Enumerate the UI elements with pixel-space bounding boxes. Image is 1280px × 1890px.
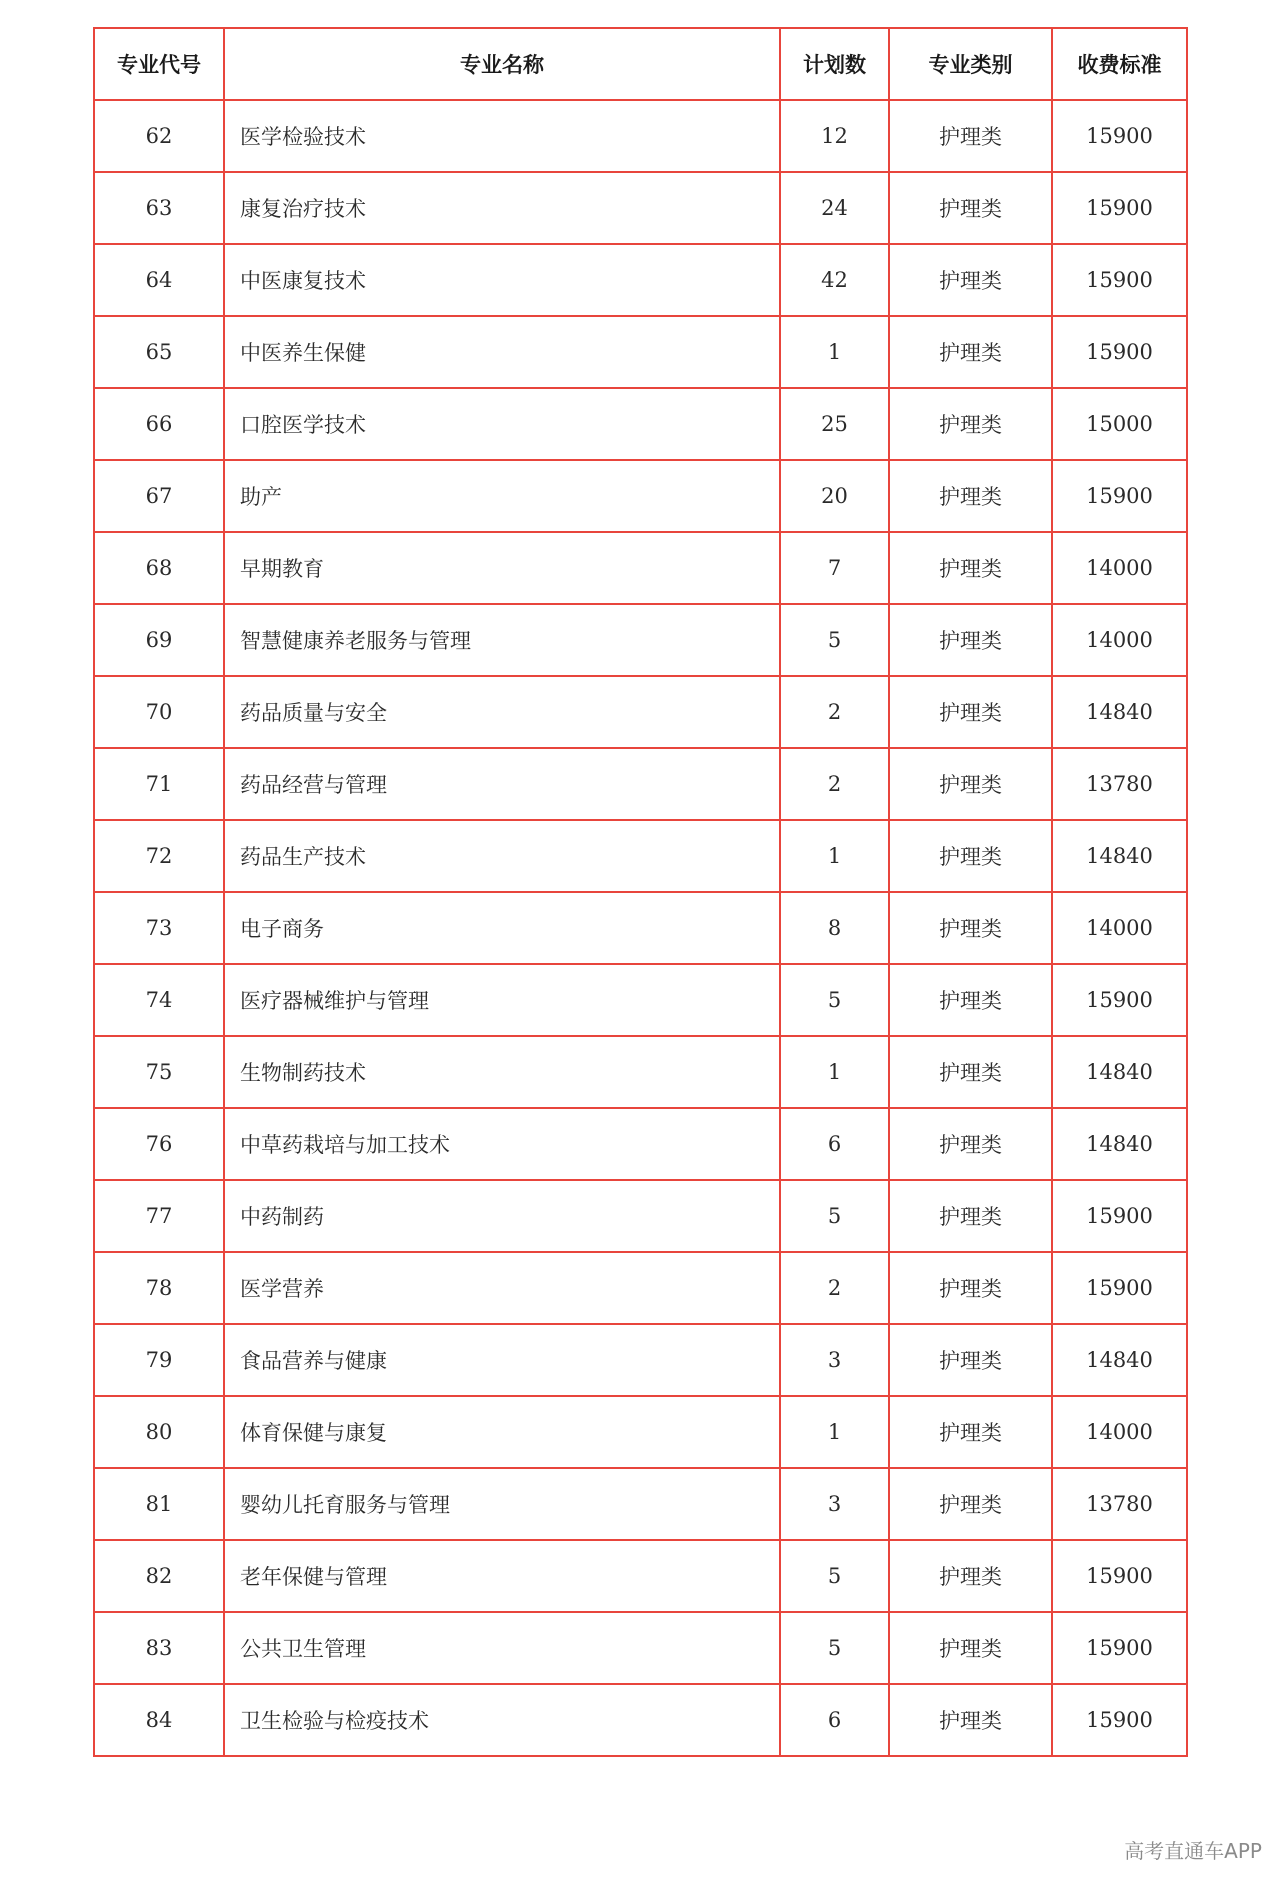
header-name: 专业名称 xyxy=(224,28,780,100)
cell-plan: 7 xyxy=(780,532,889,604)
cell-code: 76 xyxy=(94,1108,224,1180)
cell-fee: 15900 xyxy=(1052,316,1187,388)
cell-plan: 5 xyxy=(780,1540,889,1612)
cell-fee: 14000 xyxy=(1052,532,1187,604)
cell-name: 生物制药技术 xyxy=(224,1036,780,1108)
cell-fee: 15900 xyxy=(1052,1612,1187,1684)
table-row xyxy=(94,1180,1187,1252)
table-row xyxy=(94,1252,1187,1324)
cell-code: 77 xyxy=(94,1180,224,1252)
table-row xyxy=(94,892,1187,964)
cell-fee: 15900 xyxy=(1052,244,1187,316)
cell-category: 护理类 xyxy=(889,676,1052,748)
table-row xyxy=(94,244,1187,316)
cell-code: 70 xyxy=(94,676,224,748)
major-table-container xyxy=(93,27,1186,1757)
table-row xyxy=(94,460,1187,532)
cell-plan: 1 xyxy=(780,1396,889,1468)
cell-name: 智慧健康养老服务与管理 xyxy=(224,604,780,676)
cell-category: 护理类 xyxy=(889,244,1052,316)
cell-code: 74 xyxy=(94,964,224,1036)
cell-plan: 1 xyxy=(780,820,889,892)
cell-fee: 15900 xyxy=(1052,1540,1187,1612)
cell-name: 助产 xyxy=(224,460,780,532)
cell-name: 药品质量与安全 xyxy=(224,676,780,748)
cell-fee: 14840 xyxy=(1052,1108,1187,1180)
cell-code: 78 xyxy=(94,1252,224,1324)
header-row xyxy=(94,28,1187,100)
cell-category: 护理类 xyxy=(889,1684,1052,1756)
cell-code: 79 xyxy=(94,1324,224,1396)
cell-code: 66 xyxy=(94,388,224,460)
table-row xyxy=(94,1108,1187,1180)
table-row xyxy=(94,1396,1187,1468)
cell-plan: 20 xyxy=(780,460,889,532)
cell-name: 康复治疗技术 xyxy=(224,172,780,244)
cell-plan: 5 xyxy=(780,1180,889,1252)
table-row xyxy=(94,1036,1187,1108)
cell-category: 护理类 xyxy=(889,892,1052,964)
cell-category: 护理类 xyxy=(889,532,1052,604)
cell-name: 早期教育 xyxy=(224,532,780,604)
cell-plan: 3 xyxy=(780,1324,889,1396)
cell-fee: 15900 xyxy=(1052,1684,1187,1756)
cell-category: 护理类 xyxy=(889,1108,1052,1180)
cell-name: 中医养生保健 xyxy=(224,316,780,388)
cell-plan: 24 xyxy=(780,172,889,244)
cell-fee: 14840 xyxy=(1052,1324,1187,1396)
cell-code: 73 xyxy=(94,892,224,964)
header-plan: 计划数 xyxy=(780,28,889,100)
cell-fee: 14840 xyxy=(1052,676,1187,748)
cell-code: 72 xyxy=(94,820,224,892)
cell-code: 69 xyxy=(94,604,224,676)
cell-name: 电子商务 xyxy=(224,892,780,964)
cell-code: 83 xyxy=(94,1612,224,1684)
cell-name: 医学营养 xyxy=(224,1252,780,1324)
cell-category: 护理类 xyxy=(889,604,1052,676)
table-row xyxy=(94,964,1187,1036)
cell-plan: 1 xyxy=(780,316,889,388)
table-row xyxy=(94,532,1187,604)
cell-fee: 15900 xyxy=(1052,1252,1187,1324)
cell-category: 护理类 xyxy=(889,316,1052,388)
cell-name: 口腔医学技术 xyxy=(224,388,780,460)
cell-plan: 1 xyxy=(780,1036,889,1108)
cell-fee: 15900 xyxy=(1052,1180,1187,1252)
cell-category: 护理类 xyxy=(889,1180,1052,1252)
cell-code: 71 xyxy=(94,748,224,820)
cell-name: 卫生检验与检疫技术 xyxy=(224,1684,780,1756)
cell-code: 84 xyxy=(94,1684,224,1756)
cell-category: 护理类 xyxy=(889,172,1052,244)
cell-plan: 2 xyxy=(780,676,889,748)
table-row xyxy=(94,100,1187,172)
header-fee: 收费标准 xyxy=(1052,28,1187,100)
table-row xyxy=(94,748,1187,820)
cell-category: 护理类 xyxy=(889,1324,1052,1396)
cell-plan: 5 xyxy=(780,964,889,1036)
table-row xyxy=(94,388,1187,460)
table-row xyxy=(94,1540,1187,1612)
cell-category: 护理类 xyxy=(889,1468,1052,1540)
cell-fee: 14840 xyxy=(1052,820,1187,892)
cell-code: 82 xyxy=(94,1540,224,1612)
cell-plan: 6 xyxy=(780,1684,889,1756)
cell-name: 公共卫生管理 xyxy=(224,1612,780,1684)
cell-category: 护理类 xyxy=(889,460,1052,532)
cell-fee: 14000 xyxy=(1052,604,1187,676)
major-table xyxy=(93,27,1188,1757)
table-row xyxy=(94,1324,1187,1396)
cell-category: 护理类 xyxy=(889,1612,1052,1684)
cell-name: 中草药栽培与加工技术 xyxy=(224,1108,780,1180)
header-code: 专业代号 xyxy=(94,28,224,100)
cell-category: 护理类 xyxy=(889,388,1052,460)
cell-fee: 15000 xyxy=(1052,388,1187,460)
table-header xyxy=(94,28,1187,100)
table-row xyxy=(94,1684,1187,1756)
cell-fee: 14000 xyxy=(1052,892,1187,964)
cell-category: 护理类 xyxy=(889,1396,1052,1468)
cell-code: 62 xyxy=(94,100,224,172)
cell-plan: 2 xyxy=(780,1252,889,1324)
cell-fee: 14840 xyxy=(1052,1036,1187,1108)
table-row xyxy=(94,604,1187,676)
cell-code: 75 xyxy=(94,1036,224,1108)
cell-name: 食品营养与健康 xyxy=(224,1324,780,1396)
cell-plan: 5 xyxy=(780,1612,889,1684)
table-row xyxy=(94,1468,1187,1540)
cell-fee: 15900 xyxy=(1052,460,1187,532)
table-row xyxy=(94,676,1187,748)
cell-category: 护理类 xyxy=(889,964,1052,1036)
cell-code: 80 xyxy=(94,1396,224,1468)
cell-name: 医疗器械维护与管理 xyxy=(224,964,780,1036)
cell-plan: 6 xyxy=(780,1108,889,1180)
cell-category: 护理类 xyxy=(889,100,1052,172)
cell-category: 护理类 xyxy=(889,748,1052,820)
cell-fee: 13780 xyxy=(1052,748,1187,820)
cell-plan: 42 xyxy=(780,244,889,316)
cell-name: 婴幼儿托育服务与管理 xyxy=(224,1468,780,1540)
cell-category: 护理类 xyxy=(889,1540,1052,1612)
cell-category: 护理类 xyxy=(889,1036,1052,1108)
cell-plan: 8 xyxy=(780,892,889,964)
cell-fee: 14000 xyxy=(1052,1396,1187,1468)
table-row xyxy=(94,1612,1187,1684)
table-row xyxy=(94,172,1187,244)
cell-name: 医学检验技术 xyxy=(224,100,780,172)
cell-fee: 15900 xyxy=(1052,964,1187,1036)
cell-name: 老年保健与管理 xyxy=(224,1540,780,1612)
cell-name: 体育保健与康复 xyxy=(224,1396,780,1468)
cell-plan: 2 xyxy=(780,748,889,820)
cell-name: 药品生产技术 xyxy=(224,820,780,892)
cell-code: 68 xyxy=(94,532,224,604)
table-row xyxy=(94,820,1187,892)
watermark: 高考直通车APP xyxy=(1124,1839,1262,1863)
cell-name: 药品经营与管理 xyxy=(224,748,780,820)
cell-name: 中医康复技术 xyxy=(224,244,780,316)
cell-fee: 15900 xyxy=(1052,172,1187,244)
cell-code: 81 xyxy=(94,1468,224,1540)
cell-category: 护理类 xyxy=(889,1252,1052,1324)
cell-plan: 25 xyxy=(780,388,889,460)
cell-code: 63 xyxy=(94,172,224,244)
cell-plan: 3 xyxy=(780,1468,889,1540)
cell-code: 64 xyxy=(94,244,224,316)
cell-fee: 15900 xyxy=(1052,100,1187,172)
cell-category: 护理类 xyxy=(889,820,1052,892)
cell-code: 67 xyxy=(94,460,224,532)
cell-plan: 5 xyxy=(780,604,889,676)
cell-plan: 12 xyxy=(780,100,889,172)
header-category: 专业类别 xyxy=(889,28,1052,100)
cell-name: 中药制药 xyxy=(224,1180,780,1252)
cell-fee: 13780 xyxy=(1052,1468,1187,1540)
cell-code: 65 xyxy=(94,316,224,388)
table-row xyxy=(94,316,1187,388)
table-body xyxy=(94,100,1187,1756)
